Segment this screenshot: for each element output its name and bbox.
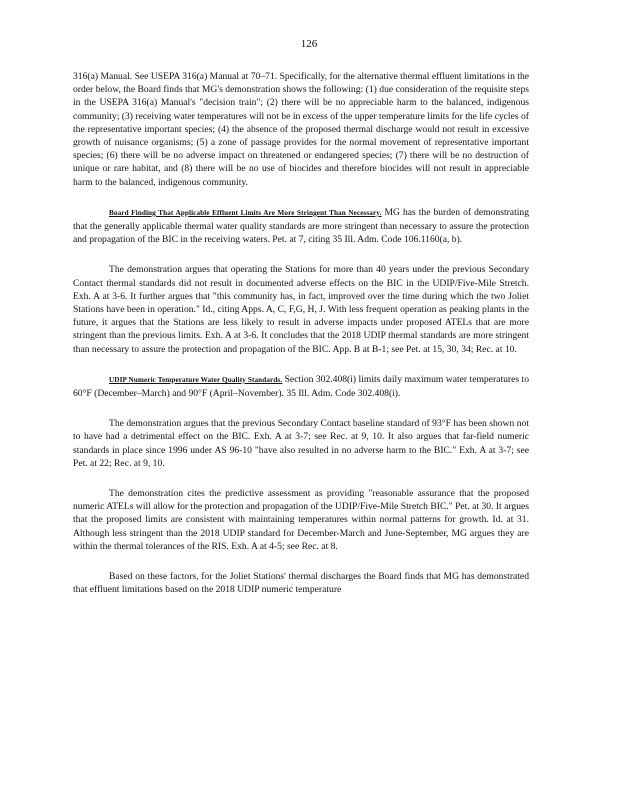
paragraph-predictive-assessment [73, 487, 529, 553]
paragraph-joliet-finding [73, 570, 529, 596]
paragraph-text: Based on these factors, for the Joliet Stations' thermal discharges the Board finds that MG has demonstrated that effluent limitations based on the 2018 UDIP numeric temperature [73, 571, 529, 596]
paragraph-316a-findings [73, 70, 529, 189]
paragraph-text: The demonstration argues that the previous Secondary Contact baseline standard of 93°F has been shown not to have had a detrimental effect on the BIC. Exh. A at 3-7; see Rec. at 9, 10. It also argues that far-field numeric standards in place since 1996 under AS 96-10 "have also resulted in no adverse harm to the BIC." Exh. A at 3-7; see Pet. at 22; Rec. at 9, 10. [73, 418, 529, 469]
paragraph-board-finding [73, 206, 529, 247]
paragraph-text: 316(a) Manual. See USEPA 316(a) Manual at 70–71. Specifically, for the alternative thermal effluent limitations in the order below, the Board finds that MG's demonstration shows the following: (1) due consideration of the requisite steps in the USEPA 316(a) Manual's "decision train"; (2) there will be no appreciable harm to the balanced, indigenous community; (3) receiving water temperatures will not be in excess of the upper temperature limits for the life cycles of the representative important species; (4) the absence of the proposed thermal discharge would not result in excessive growth of nuisance organisms; (5) a zone of passage provides for the normal movement of representative important species; (6) there will be no adverse impact on threatened or endangered species; (7) there will be no destruction of unique or rare habitat, and (8) there will be no use of biocides and therefore biocides will not result in appreciable harm to the balanced, indigenous community. [73, 71, 529, 188]
paragraph-operating-history [73, 263, 529, 355]
section-heading-udip-standards: UDIP Numeric Temperature Water Quality Standards. [109, 375, 283, 384]
section-heading-board-finding: Board Finding That Applicable Effluent Limits Are More Stringent Than Necessary. [109, 208, 382, 217]
paragraph-text: MG has the burden of demonstrating that the generally applicable thermal water quality standards are more stringent than necessary to assure the protection and propagation of the BIC in the receiving waters. Pet. at 7, citing 35 Ill. Adm. Code 106.1160(a, b). [73, 206, 529, 246]
paragraph-text: The demonstration argues that operating the Stations for more than 40 years under the previous Secondary Contact thermal standards did not result in documented adverse effects on the BIC in the UDIP/Five-Mile Stretch. Exh. A at 3-6. It further argues that "this community has, in fact, improved over the time during which the two Joliet Stations have been in operation." Id., citing Apps. A, C, F,G, H, J. With less frequent operation as peaking plants in the future, it argues that the Stations are less likely to result in adverse impacts under proposed ATELs that are more stringent than the previous limits. Exh. A at 3-6. It concludes that the 2018 UDIP thermal standards are more stringent than necessary to assure the protection and propagation of the BIC. App. B at B-1; see Pet. at 15, 30, 34; Rec. at 10. [73, 264, 529, 355]
paragraph-baseline-standard [73, 417, 529, 470]
paragraph-text: The demonstration cites the predictive assessment as providing "reasonable assurance that the proposed numeric ATELs will allow for the protection and propagation of the UDIP/Five-Mile Stretch BIC." Pet. at 30. It argues that the proposed limits are consistent with maintaining temperatures within normal patterns for growth. Id. at 31. Although less stringent than the 2018 UDIP standard for December-March and June-September, MG argues they are within the thermal tolerances of the RIS. Exh. A at 4-5; see Rec. at 8. [73, 488, 529, 552]
paragraph-udip-standards [73, 373, 529, 400]
paragraph-text: Section 302.408(i) limits daily maximum water temperatures to 60°F (December–March) and 90°F (April–November). 35 Ill. Adm. Code 302.408(i). [73, 373, 529, 400]
document-body [73, 70, 529, 597]
page-number: 126 [300, 38, 318, 50]
